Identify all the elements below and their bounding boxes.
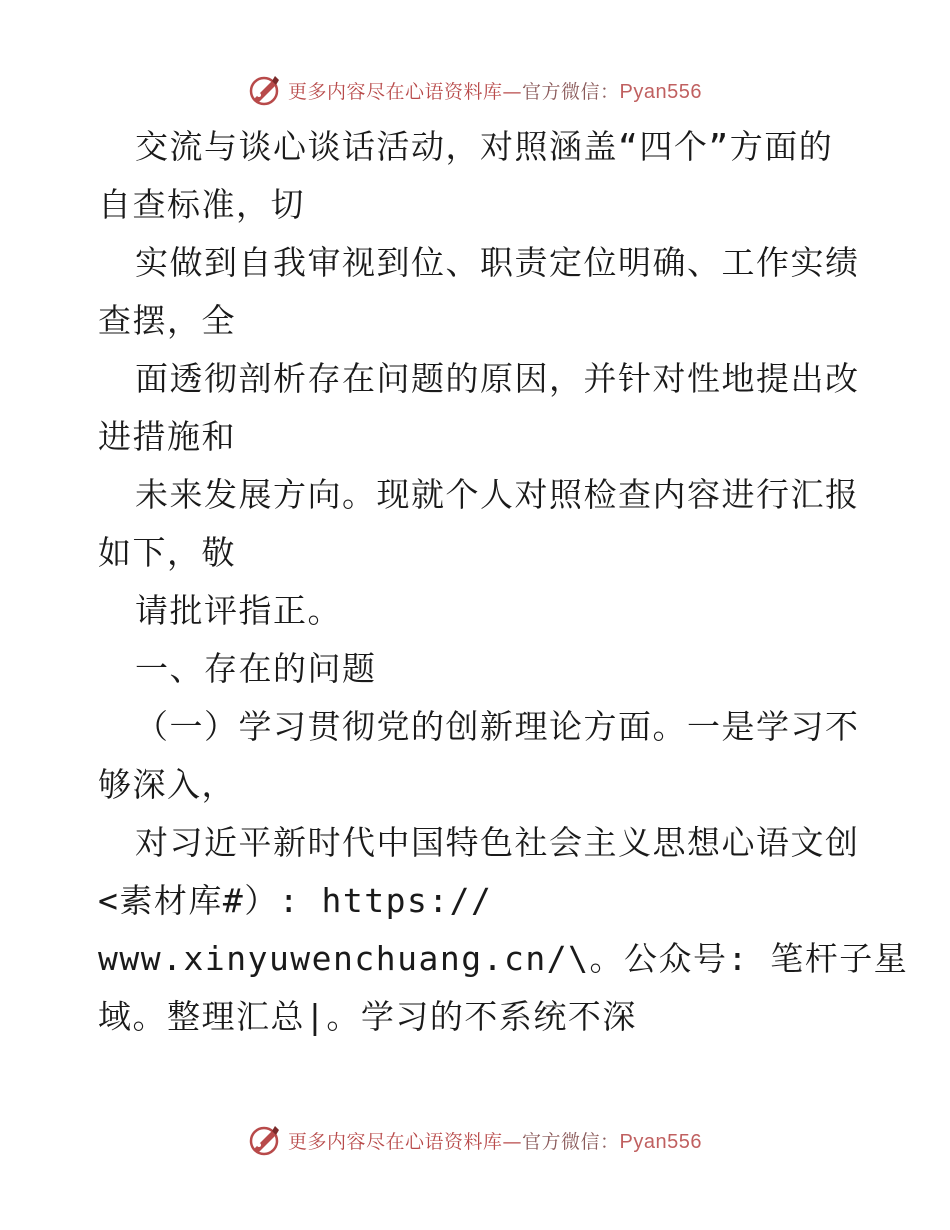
footer-banner	[0, 1120, 950, 1160]
subsection-heading: （一）学习贯彻党的创新理论方面。一是学习不	[135, 707, 860, 746]
body-text	[98, 118, 909, 1046]
text-line: 实做到自我审视到位、职责定位明确、工作实绩	[135, 243, 860, 282]
header-wechat-id: Pyan556	[619, 80, 702, 103]
pen-logo-icon	[248, 1123, 282, 1157]
text-line: 未来发展方向。现就个人对照检查内容进行汇报	[135, 475, 860, 514]
pen-logo-icon	[248, 73, 282, 107]
footer-banner-dash: —	[502, 1130, 523, 1153]
text-line: 够深入，	[98, 765, 236, 804]
text-line: 交流与谈心谈话活动，对照涵盖“四个”方面的	[135, 127, 834, 166]
text-line: www.xinyuwenchuang.cn/\。公众号: 笔杆子星	[98, 939, 909, 978]
text-line: 进措施和	[98, 417, 236, 456]
header-banner	[0, 70, 950, 110]
text-line: <素材库#）: https://	[98, 881, 493, 920]
text-line: 自查标准，切	[98, 185, 305, 224]
footer-wechat-id: Pyan556	[619, 1130, 702, 1153]
header-banner-dash: —	[502, 80, 523, 103]
header-banner-text	[288, 77, 702, 104]
header-banner-title: 更多内容尽在心语资料库	[288, 80, 503, 103]
footer-wechat-label: 官方微信：	[522, 1130, 620, 1153]
section-heading: 一、存在的问题	[135, 649, 377, 688]
text-line: 对习近平新时代中国特色社会主义思想心语文创	[135, 823, 860, 862]
footer-banner-text	[288, 1127, 702, 1154]
text-line: 域。整理汇总|。学习的不系统不深	[98, 997, 637, 1036]
text-line: 查摆，全	[98, 301, 236, 340]
footer-banner-title: 更多内容尽在心语资料库	[288, 1130, 503, 1153]
text-line: 面透彻剖析存在问题的原因，并针对性地提出改	[135, 359, 860, 398]
header-wechat-label: 官方微信：	[522, 80, 620, 103]
text-line: 如下，敬	[98, 533, 236, 572]
text-line: 请批评指正。	[135, 591, 342, 630]
